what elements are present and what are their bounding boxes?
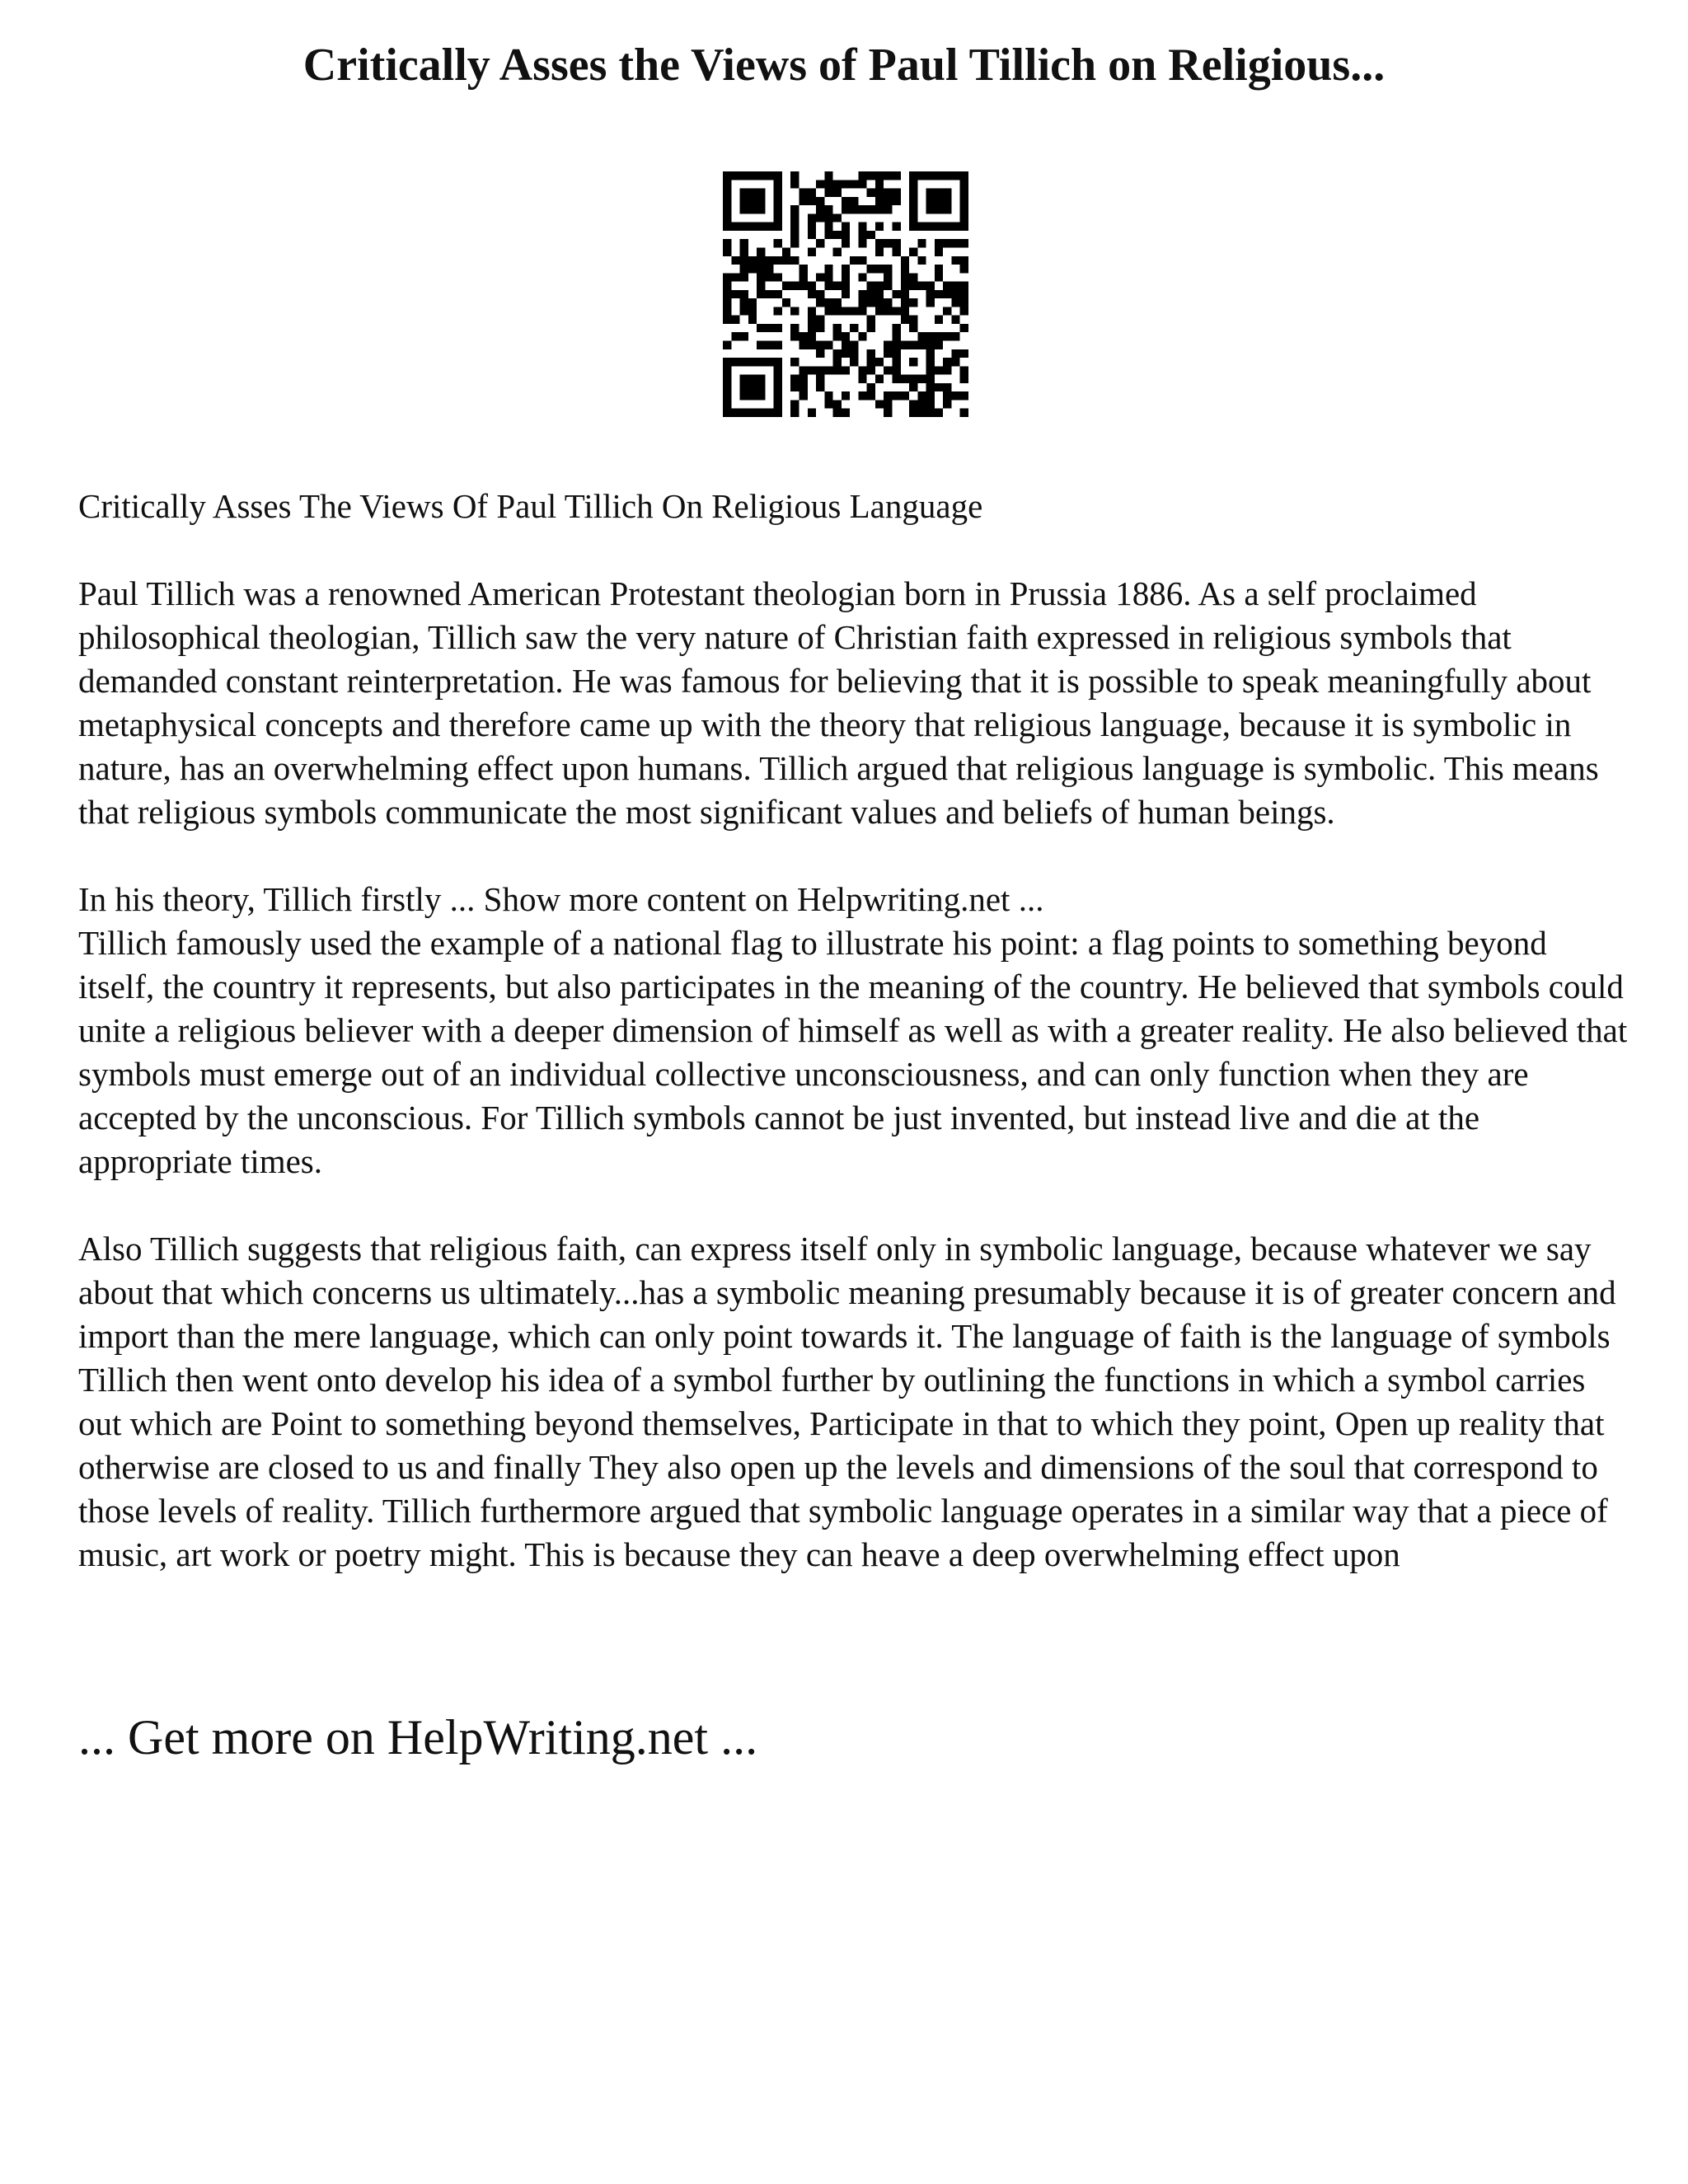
paragraph-flag-example: Tillich famously used the example of a national flag to illustrate his point: a flag points to something beyond itself, the country it represents, but also participates in the meaning of the country. He believed that symbols could unite a religious believer with a deeper dimension of himself as well as with a greater reality. He also believed that symbols must emerge out of an individual collective unconsciousness, and can only function when they are accepted by the unconscious. For Tillich symbols cannot be just invented, but instead live and die at the appropriate times. xyxy=(78,924,1628,1180)
paragraph-intro: Paul Tillich was a renowned American Protestant theologian born in Prussia 1886. As a self proclaimed philosophical theologian, Tillich saw the very nature of Christian faith expressed in religious symbols that demanded constant reinterpretation. He was famous for believing that it is possible to speak meaningfully about metaphysical concepts and therefore came up with the theory that religious language, because it is symbolic in nature, has an overwhelming effect upon humans. Tillich argued that religious language is symbolic. This means that religious symbols communicate the most significant values and beliefs of human beings. xyxy=(78,574,1599,831)
document-body xyxy=(78,485,1628,1620)
document-subtitle: Critically Asses The Views Of Paul Tillich On Religious Language xyxy=(78,487,983,525)
document-title: Critically Asses the Views of Paul Tillich on Religious... xyxy=(302,40,1386,91)
paragraph-symbolic-language: Also Tillich suggests that religious faith, can express itself only in symbolic language, because whatever we say about that which concerns us ultimately...has a symbolic meaning presumably because it is of greater concern and import than the mere language, which can only point towards it. The language of faith is the language of symbols Tillich then went onto develop his idea of a symbol further by outlining the functions in which a symbol carries out which are Point to something beyond themselves, Participate in that to which they point, Open up reality that otherwise are closed to us and finally They also open up the levels and dimensions of the soul that correspond to those levels of reality. Tillich furthermore argued that symbolic language operates in a similar way that a piece of music, art work or poetry might. This is because they can heave a deep overwhelming effect upon xyxy=(78,1230,1616,1573)
get-more-link[interactable]: ... Get more on HelpWriting.net ... xyxy=(78,1710,758,1765)
qr-code-icon xyxy=(723,171,968,417)
paragraph-show-more: In his theory, Tillich firstly ... Show more content on Helpwriting.net ... xyxy=(78,880,1044,918)
